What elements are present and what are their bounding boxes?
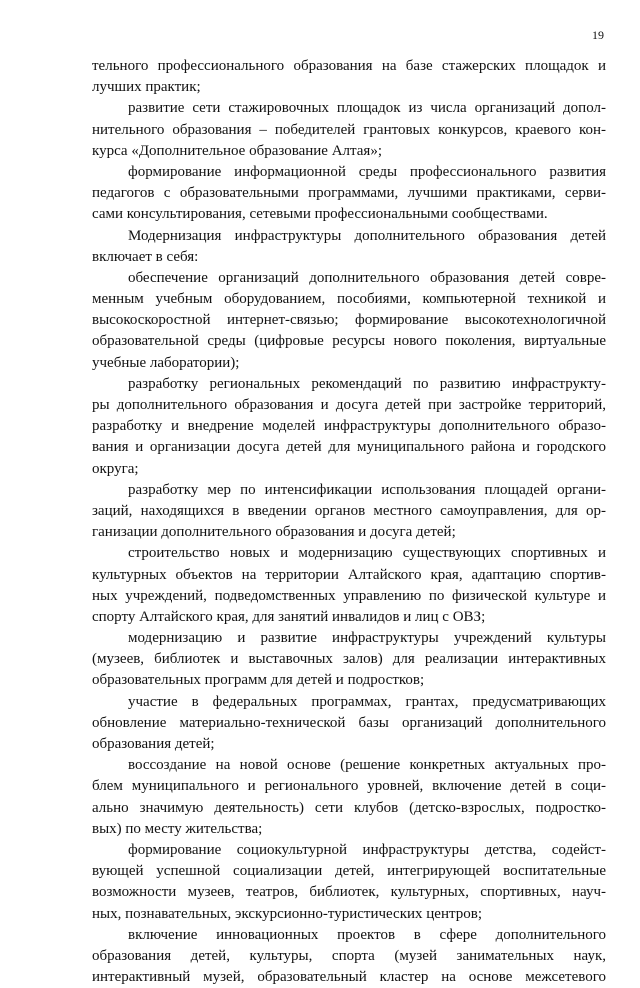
text-line: разработку региональных рекомендаций по развитию инфраструкту- (128, 375, 606, 392)
text-line: вания и организации досуга детей для муниципального района и городского (92, 439, 606, 456)
text-line: высокоскоростной интернет-связью; формирование высокотехнологичной (92, 312, 606, 329)
text-line: учебные лаборатории); (92, 354, 240, 371)
text-line: блем муниципального и регионального уровней, включение детей в соци- (92, 778, 606, 795)
text-line: воссоздание на новой основе (решение конкретных актуальных про- (128, 757, 606, 774)
text-line: интерактивный музей, образовательный кластер на основе межсетевого (92, 969, 606, 986)
text-line: вующей успешной социализации детей, интегрирующей воспитательные (92, 863, 606, 880)
text-line: разработку мер по интенсификации использования площадей органи- (128, 481, 606, 498)
text-line: формирование информационной среды профессионального развития (128, 163, 606, 180)
text-line: курса «Дополнительное образование Алтая»; (92, 142, 382, 159)
text-line: ных учреждений, подведомственных управлению по физической культуре и (92, 587, 606, 604)
text-line: включение инновационных проектов в сфере дополнительного (128, 926, 606, 943)
body-text (92, 56, 606, 988)
text-line: ганизации дополнительного образования и досуга детей; (92, 524, 456, 541)
text-line: включает в себя: (92, 248, 199, 265)
text-line: образовательных программ для детей и подростков; (92, 672, 425, 689)
text-line: формирование социокультурной инфраструктуры детства, содейст- (128, 841, 606, 858)
text-line: культурных объектов на территории Алтайского края, адаптацию спортив- (92, 566, 606, 583)
text-line: педагогов с образовательными программами, лучшими практиками, серви- (92, 185, 606, 202)
text-line: возможности музеев, театров, библиотек, культурных, спортивных, науч- (92, 884, 606, 901)
text-line: модернизацию и развитие инфраструктуры учреждений культуры (128, 630, 606, 647)
text-line: ных, познавательных, экскурсионно-туристических центров; (92, 905, 482, 922)
text-line: сами консультирования, сетевыми профессиональными сообществами. (92, 206, 548, 223)
text-line: вых) по месту жительства; (92, 820, 263, 837)
text-line: обновление материально-технической базы организаций дополнительного (92, 714, 606, 731)
text-line: заций, находящихся в введении органов местного самоуправления, для ор- (92, 502, 606, 519)
text-line: Модернизация инфраструктуры дополнительного образования детей (128, 227, 606, 244)
text-line: менным учебным оборудованием, пособиями, компьютерной техникой и (92, 291, 606, 308)
text-line: спорту Алтайского края, для занятий инвалидов и лиц с ОВЗ; (92, 608, 486, 625)
text-line: нительного образования – победителей грантовых конкурсов, краевого кон- (92, 121, 606, 138)
text-line: лучших практик; (92, 79, 201, 96)
text-line: ры дополнительного образования и досуга детей при застройке территорий, (92, 397, 606, 413)
text-line: (музеев, библиотек и выставочных залов) для реализации интерактивных (92, 651, 606, 668)
page-number: 19 (592, 28, 604, 42)
text-line: образования детей, культуры, спорта (музей занимательных наук, (92, 947, 606, 964)
text-line: разработку и внедрение моделей инфраструктуры дополнительного образо- (92, 418, 606, 435)
text-line: округа; (92, 460, 139, 477)
text-line: строительство новых и модернизацию существующих спортивных и (128, 545, 606, 562)
text-line: обеспечение организаций дополнительного образования детей совре- (128, 269, 606, 286)
text-line: ально значимую деятельность) сети клубов (детско-взрослых, подростко- (92, 799, 606, 816)
text-line: тельного профессионального образования на базе стажерских площадок и (92, 58, 606, 74)
text-line: образовательной среды (цифровые ресурсы нового поколения, виртуальные (92, 333, 606, 350)
text-line: развитие сети стажировочных площадок из числа организаций допол- (128, 100, 606, 117)
text-line: образования детей; (92, 736, 215, 752)
text-line: участие в федеральных программах, грантах, предусматривающих (128, 693, 606, 710)
